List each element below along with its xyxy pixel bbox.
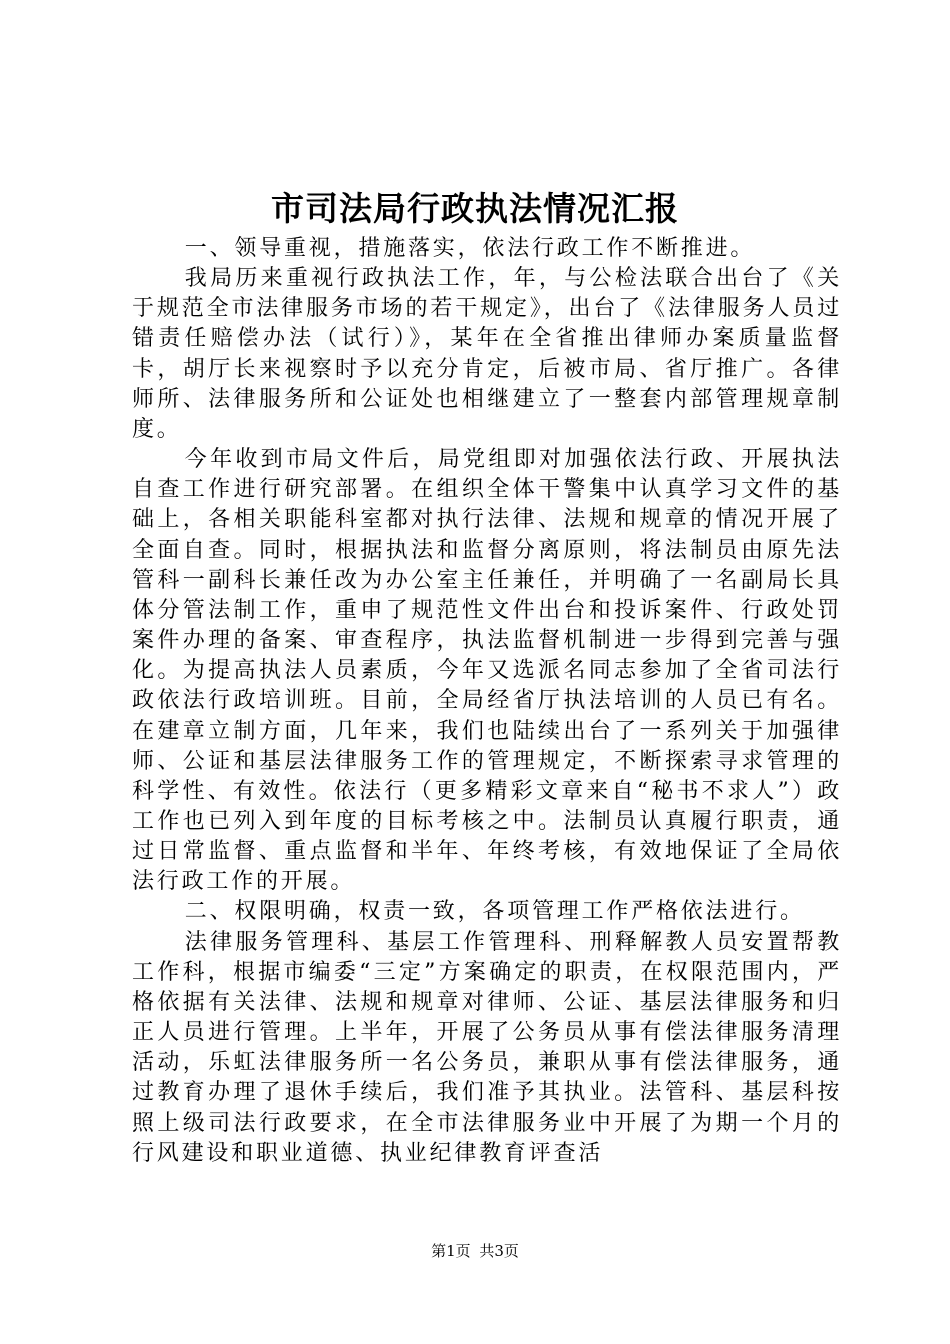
page-total: 共3页 — [479, 1242, 519, 1260]
document-title: 市司法局行政执法情况汇报 — [271, 189, 679, 228]
section-heading-2: 二、权限明确，权责一致，各项管理工作严格依法进行。 — [184, 899, 805, 925]
paragraph: 我局历来重视行政执法工作，年，与公检法联合出台了《关于规范全市法律服务市场的若干规定》，出台了《法律服务人员过错责任赔偿办法（试行）》，某年在全省推出律师办案质量监督卡，胡厅长来视察时予以充分肯定，后被市局、省厅推广。各律师所、法律服务所和公证处也相继建立了一整套内部管理规章制度。 — [132, 266, 842, 442]
page-footer — [0, 1241, 950, 1261]
section-heading-1: 一、领导重视，措施落实，依法行政工作不断推进。 — [184, 236, 756, 261]
paragraph: 今年收到市局文件后，局党组即对加强依法行政、开展执法自查工作进行研究部署。在组织全体干警集中认真学习文件的基础上，各相关职能科室都对执行法律、法规和规章的情况开展了全面自查。同时，根据执法和监督分离原则，将法制员由原先法管科一副科长兼任改为办公室主任兼任，并明确了一名副局长具体分管法制工作，重申了规范性文件出台和投诉案件、行政处罚案件办理的备案、审查程序，执法监督机制进一步得到完善与强化。为提高执法人员素质，今年又选派名同志参加了全省司法行政依法行政培训班。目前，全局经省厅执法培训的人员已有名。在建章立制方面，几年来，我们也陆续出台了一系列关于加强律师、公证和基层法律服务工作的管理规定，不断探索寻求管理的科学性、有效性。依法行（更多精彩文章来自“秘书不求人”）政工作也已列入到年度的目标考核之中。法制员认真履行职责，通过日常监督、重点监督和半年、年终考核，有效地保证了全局依法行政工作的开展。 — [132, 447, 842, 895]
document-body — [132, 234, 842, 1169]
paragraph: 法律服务管理科、基层工作管理科、刑释解教人员安置帮教工作科，根据市编委“三定”方案确定的职责，在权限范围内，严格依据有关法律、法规和规章对律师、公证、基层法律服务和归正人员进行管理。上半年，开展了公务员从事有偿法律服务清理活动，乐虹法律服务所一名公务员，兼职从事有偿法律服务，通过教育办理了退休手续后，我们准予其执业。法管科、基层科按照上级司法行政要求，在全市法律服务业中开展了为期一个月的行风建设和职业道德、执业纪律教育评查活 — [132, 929, 842, 1166]
page-number: 第1页 — [431, 1242, 471, 1260]
